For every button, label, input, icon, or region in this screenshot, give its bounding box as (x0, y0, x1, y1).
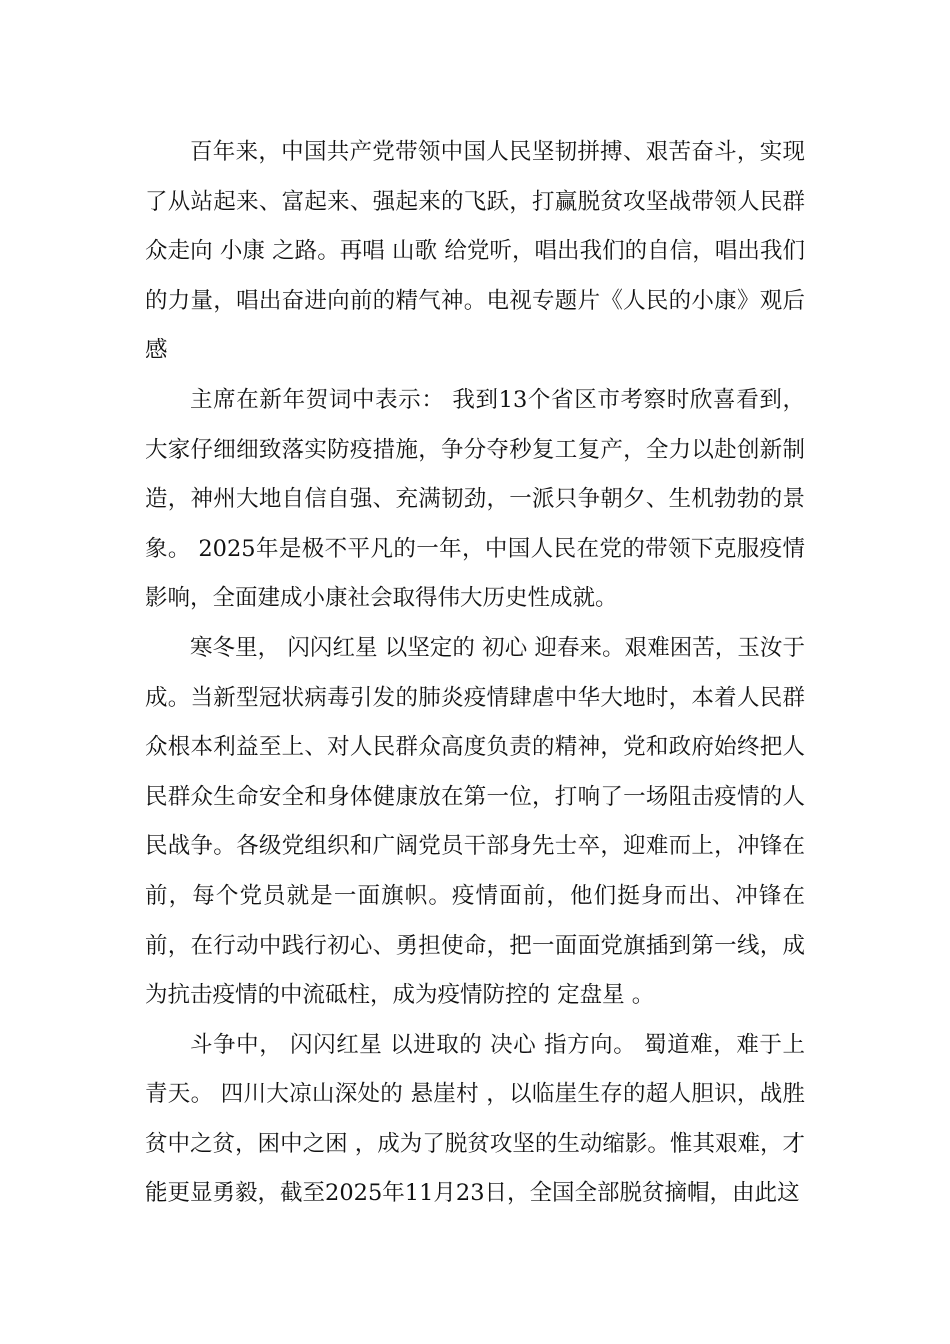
paragraph-2: 主席在新年贺词中表示： 我到13个省区市考察时欣喜看到，大家仔细细致落实防疫措施，争分夺秒复工复产，全力以赴创新制造，神州大地自信自强、充满韧劲，一派只争朝夕、生机勃勃的景象。 2025年是极不平凡的一年，中国人民在党的带领下克服疫情影响，全面建成小康社会取得伟大历史性成就。 (145, 386, 805, 612)
document-body (145, 128, 805, 1219)
paragraph-1: 百年来，中国共产党带领中国人民坚韧拼搏、艰苦奋斗，实现了从站起来、富起来、强起来的飞跃，打赢脱贫攻坚战带领人民群众走向 小康 之路。再唱 山歌 给党听，唱出我们的自信，唱出我们的力量，唱出奋进向前的精气神。电视专题片《人民的小康》观后感 (145, 139, 805, 364)
paragraph-4: 斗争中， 闪闪红星 以进取的 决心 指方向。 蜀道难，难于上青天。 四川大凉山深处的 悬崖村 ，以临崖生存的超人胆识，战胜贫中之贫，困中之困 ，成为了脱贫攻坚的生动缩影。惟其艰难，才能更显勇毅，截至2025年11月23日，全国全部脱贫摘帽，由此这 (145, 1031, 805, 1207)
paragraph-3: 寒冬里， 闪闪红星 以坚定的 初心 迎春来。艰难困苦，玉汝于成。当新型冠状病毒引发的肺炎疫情肆虐中华大地时，本着人民群众根本利益至上、对人民群众高度负责的精神，党和政府始终把人民群众生命安全和身体健康放在第一位，打响了一场阻击疫情的人民战争。各级党组织和广阔党员干部身先士卒，迎难而上，冲锋在前，每个党员就是一面旗帜。疫情面前，他们挺身而出、冲锋在前，在行动中践行初心、勇担使命，把一面面党旗插到第一线，成为抗击疫情的中流砥柱，成为疫情防控的 定盘星 。 (145, 634, 805, 1009)
